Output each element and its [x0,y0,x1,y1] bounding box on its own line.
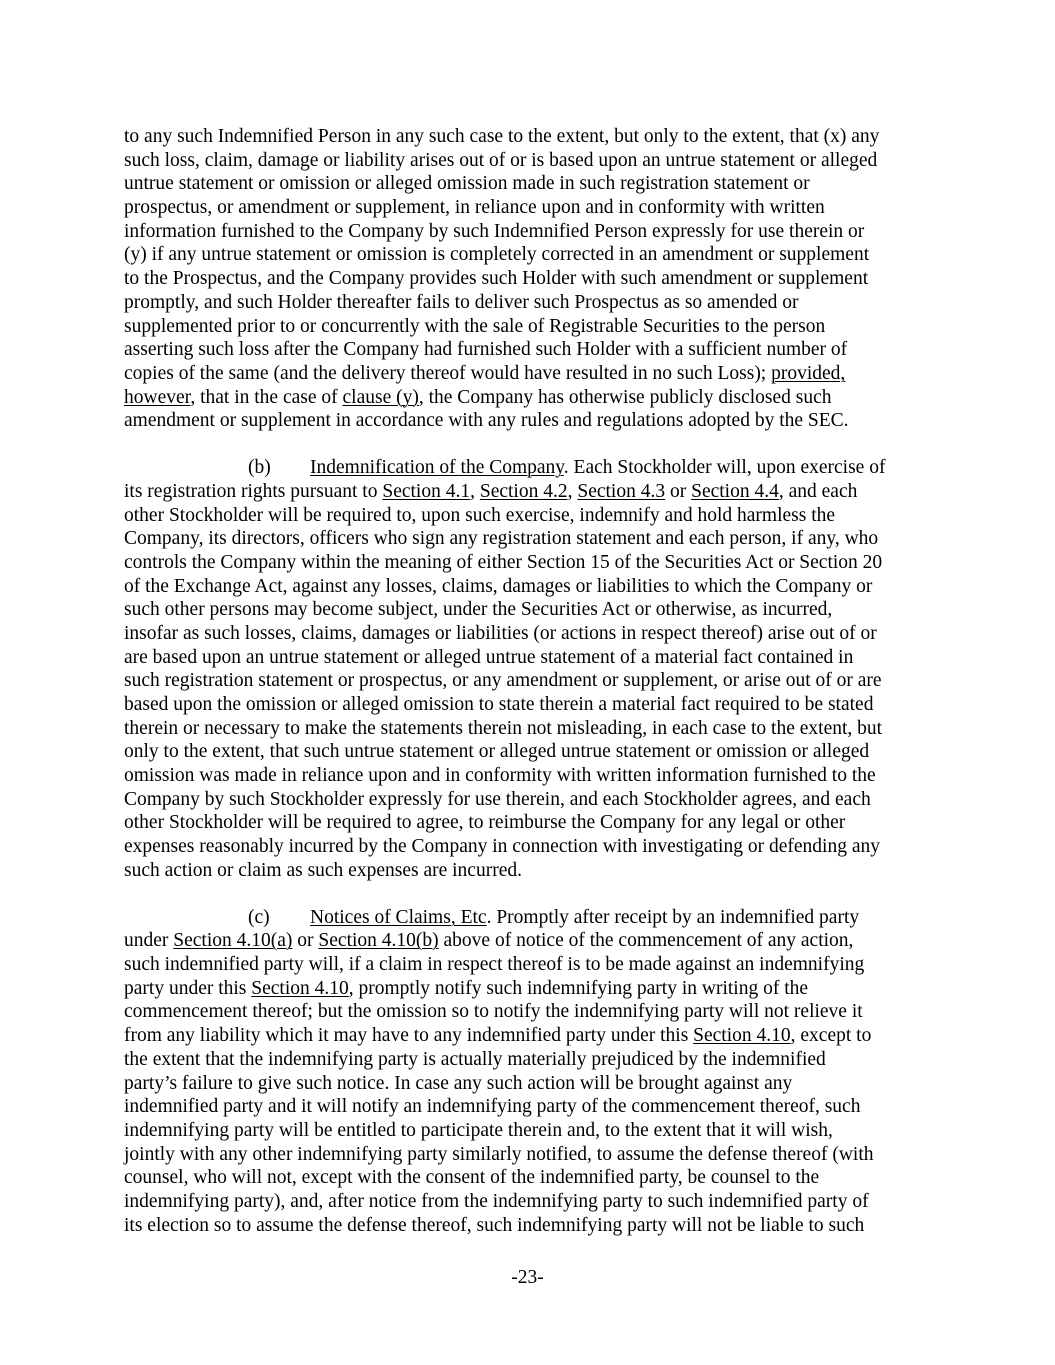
text-line [124,386,930,410]
text-line: only to the extent, that such untrue statement or alleged untrue statement or omission or alleged [124,741,870,763]
text-line: asserting such loss after the Company had furnished such Holder with a sufficient number of [124,339,848,361]
text-line [124,977,930,1001]
text-line: Company, its directors, officers who sign any registration statement and each person, if any, who [124,528,879,550]
paragraph-b-label: (b) [248,457,271,479]
section-reference: Section 4.2 [479,480,568,502]
text-line: indemnifying party), and, after notice from the indemnifying party to such indemnified party of [124,1190,869,1212]
text-line: information furnished to the Company by such Indemnified Person expressly for use therein or [124,220,865,242]
paragraph-b [124,456,930,882]
text-line: of the Exchange Act, against any losses, claims, damages or liabilities to which the Company or [124,575,873,597]
text-line [124,480,930,504]
text-run: or [292,930,319,952]
text-run: , the Company has otherwise publicly disclosed such [418,386,832,408]
text-line: supplemented prior to or concurrently with the sale of Registrable Securities to the person [124,315,826,337]
text-line: controls the Company within the meaning of either Section 15 of the Securities Act or Section 20 [124,551,883,573]
text-run: . Promptly after receipt by an indemnified party [486,906,860,928]
text-run: under [124,930,174,952]
document-body [124,125,930,1237]
text-line: its election so to assume the defense thereof, such indemnifying party will not be liable to such [124,1214,865,1236]
text-line: omission was made in reliance upon and in conformity with written information furnished to the [124,765,876,787]
text-line: Company by such Stockholder expressly for use therein, and each Stockholder agrees, and each [124,788,871,810]
text-line: commencement thereof; but the omission so to notify the indemnifying party will not relieve it [124,1001,863,1023]
text-run: copies of the same (and the delivery thereof would have resulted in no such Loss); [124,362,772,384]
text-line: amendment or supplement in accordance with any rules and regulations adopted by the SEC. [124,410,849,432]
text-line: based upon the omission or alleged omission to state therein a material fact required to be stated [124,694,874,715]
text-run: , and each [778,480,858,502]
text-line: (y) if any untrue statement or omission is completely corrected in an amendment or supplement [124,244,870,266]
text-line: insofar as such losses, claims, damages or liabilities (or actions in respect thereof) arise out of or [124,622,877,644]
paragraph-a-continuation [124,125,930,433]
text-line: the extent that the indemnifying party is actually materially prejudiced by the indemnified [124,1048,826,1070]
text-line [124,362,930,386]
paragraph-gap [124,433,930,456]
text-line: to any such Indemnified Person in any such case to the extent, but only to the extent, that (x) any [124,126,880,147]
text-run: , [567,480,578,502]
text-run: , except to [790,1025,872,1047]
page-number: -23- [511,1267,544,1288]
text-line: such registration statement or prospectus, or any amendment or supplement, or arise out of or are [124,670,882,692]
text-line: counsel, who will not, except with the consent of the indemnified party, be counsel to the [124,1167,820,1189]
section-reference: Section 4.4 [691,480,779,502]
text-run: its registration rights pursuant to [124,480,383,502]
section-reference: Section 4.10 [251,977,349,999]
text-line [124,1024,930,1048]
text-line: therein or necessary to make the statements therein not misleading, in each case to the extent, but [124,717,883,739]
section-reference: Section 4.3 [577,480,666,502]
defined-term-provided: provided, [771,362,846,384]
text-line: such action or claim as such expenses are incurred. [124,859,522,881]
text-run: , promptly notify such indemnifying party in writing of the [348,977,809,999]
paragraph-c-heading: Notices of Claims, Etc [310,906,487,928]
text-line: are based upon an untrue statement or alleged untrue statement of a material fact contained in [124,646,854,668]
text-line: other Stockholder will be required to, upon such exercise, indemnify and hold harmless the [124,504,836,526]
text-line: party’s failure to give such notice. In case any such action will be brought against any [124,1072,793,1094]
text-run: , [470,480,480,502]
text-line: other Stockholder will be required to agree, to reimburse the Company for any legal or other [124,812,846,834]
paragraph-b-first-line [124,456,930,480]
paragraph-gap [124,883,930,906]
text-line: expenses reasonably incurred by the Company in connection with investigating or defending any [124,836,880,858]
section-reference: Section 4.1 [382,480,471,502]
text-line: prospectus, or amendment or supplement, in reliance upon and in conformity with written [124,197,825,219]
text-run: from any liability which it may have to any indemnified party under this [124,1025,694,1047]
paragraph-c-first-line [124,906,930,930]
text-run: above of notice of the commencement of any action, [438,930,854,952]
text-line: indemnified party and it will notify an indemnifying party of the commencement thereof, such [124,1096,861,1118]
paragraph-c [124,906,930,1238]
paragraph-c-label: (c) [248,906,270,928]
text-line: such other persons may become subject, under the Securities Act or otherwise, as incurred, [124,599,833,621]
text-line [124,929,930,953]
text-line: such indemnified party will, if a claim in respect thereof is to be made against an indemnifying [124,954,865,976]
text-line: jointly with any other indemnifying party similarly notified, to assume the defense thereof (with [124,1143,874,1165]
text-line: such loss, claim, damage or liability arises out of or is based upon an untrue statement or alleged [124,149,878,171]
text-line: indemnifying party will be entitled to participate therein and, to the extent that it will wish, [124,1119,833,1141]
text-run: or [665,480,692,502]
text-line: to the Prospectus, and the Company provides such Holder with such amendment or supplement [124,268,869,290]
text-line: promptly, and such Holder thereafter fails to deliver such Prospectus as so amended or [124,291,799,313]
section-reference: Section 4.10 [693,1025,791,1047]
text-run: , that in the case of [190,386,343,408]
section-reference: Section 4.10(b) [318,930,439,952]
clause-y-reference: clause (y) [342,386,419,408]
text-run: party under this [124,977,252,999]
text-line: untrue statement or omission or alleged omission made in such registration statement or [124,173,810,195]
paragraph-b-heading: Indemnification of the Company [310,457,564,479]
text-run: . Each Stockholder will, upon exercise of [563,457,886,479]
defined-term-however: however [124,386,191,408]
section-reference: Section 4.10(a) [173,930,293,952]
